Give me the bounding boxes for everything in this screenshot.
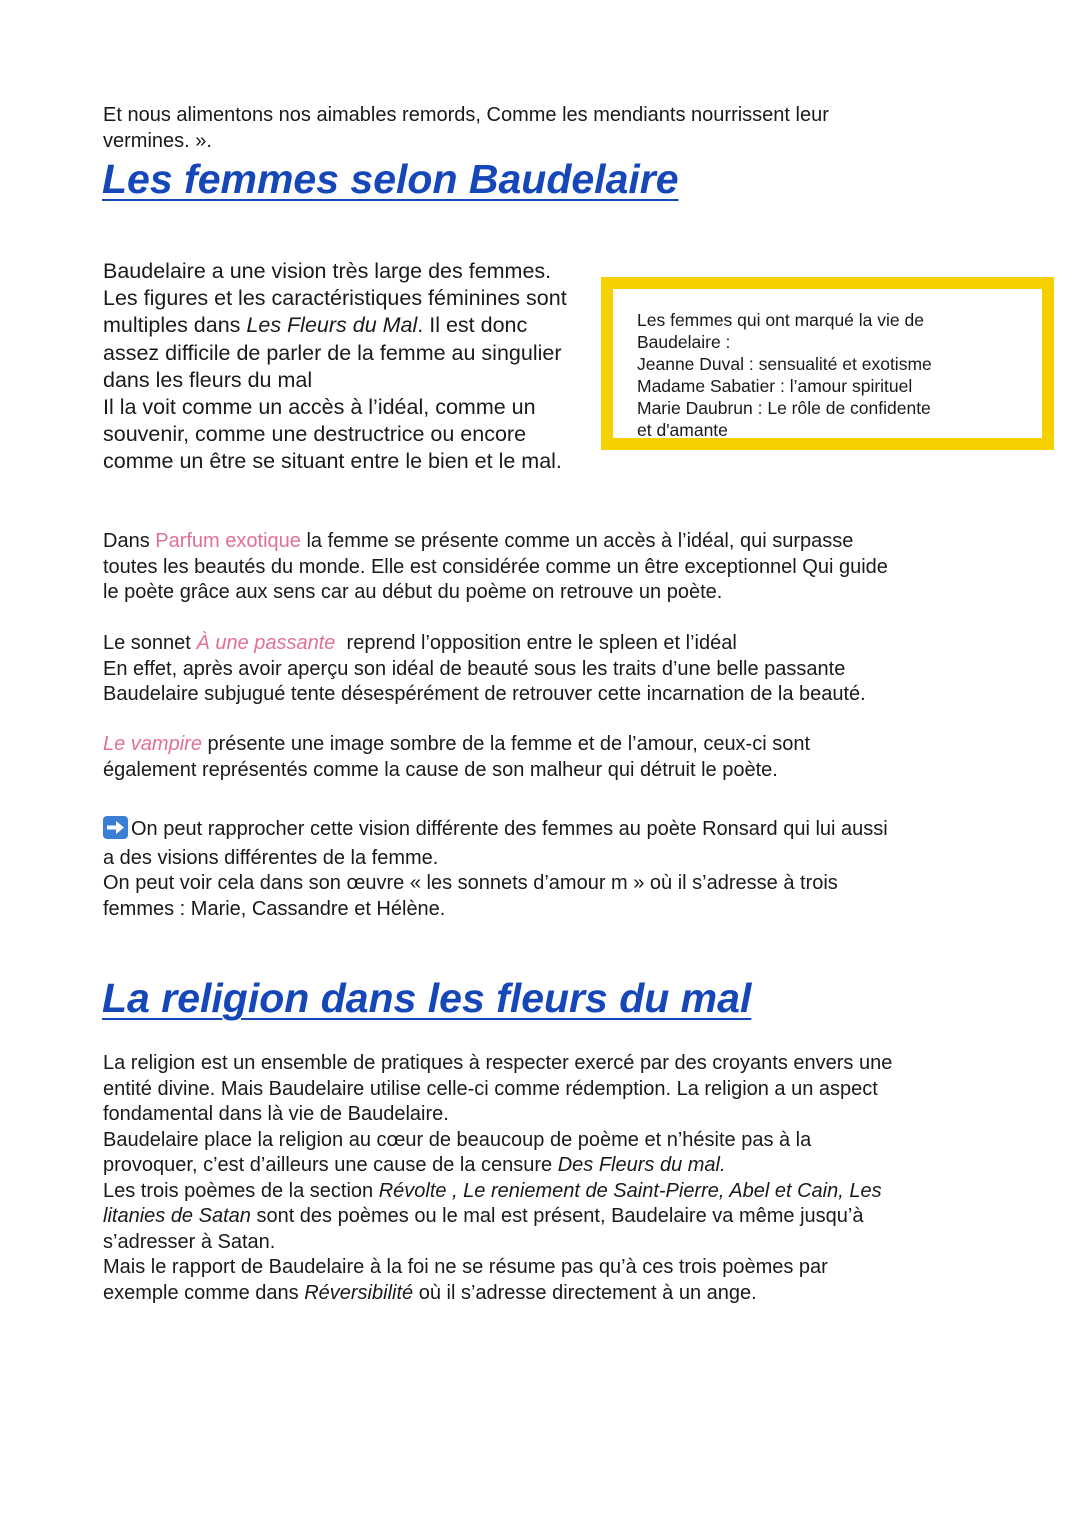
parfum-pre: Dans xyxy=(103,530,156,552)
religion-line-6-italic: Révolte , Le reniement de Saint-Pierre, Abel et Cain, Les xyxy=(378,1179,882,1202)
ronsard-line-1: On peut rapprocher cette vision différente des femmes au poète Ronsard qui lui aussi xyxy=(131,818,888,840)
religion-line-8: s’adresser à Satan. xyxy=(103,1230,276,1253)
religion-line-6: Les trois poèmes de la section xyxy=(103,1179,379,1202)
religion-line-10-italic: Réversibilité xyxy=(304,1281,414,1304)
top-line-1: Et nous alimentons nos aimables remords, Comme les mendiants nourrissent leur xyxy=(103,104,829,126)
paragraph-parfum-exotique xyxy=(103,529,888,606)
parfum-line-2: toutes les beautés du monde. Elle est considérée comme un être exceptionnel Qui guide xyxy=(103,555,888,578)
intro-text-2: . Il est donc assez difficile de parler de la femme au singulier dans les fleurs du mal xyxy=(103,313,562,392)
paragraph-a-une-passante xyxy=(103,631,866,708)
box-line-3: Jeanne Duval : sensualité et exotisme xyxy=(637,354,932,374)
passante-line-2: En effet, après avoir aperçu son idéal de beauté sous les traits d’une belle passante xyxy=(103,657,846,680)
passante-post: reprend l’opposition entre le spleen et l’idéal xyxy=(335,632,737,654)
parfum-post: la femme se présente comme un accès à l’idéal, qui surpasse xyxy=(300,530,854,552)
top-line-2: vermines. ». xyxy=(103,129,212,152)
ronsard-line-3: On peut voir cela dans son œuvre « les sonnets d’amour m » où il s’adresse à trois xyxy=(103,872,838,894)
religion-line-10-end: où il s’adresse directement à un ange. xyxy=(413,1281,757,1304)
section-title-femmes: Les femmes selon Baudelaire xyxy=(102,156,679,202)
top-paragraph xyxy=(103,103,829,154)
paragraph-le-vampire xyxy=(103,732,810,783)
intro-paragraph xyxy=(103,258,583,476)
women-info-box xyxy=(601,277,1054,450)
religion-line-7-italic: litanies de Satan xyxy=(103,1205,251,1227)
box-line-4: Madame Sabatier : l’amour spirituel xyxy=(637,376,913,396)
box-line-2: Baudelaire : xyxy=(637,332,731,352)
paragraph-religion xyxy=(103,1051,892,1306)
paragraph-ronsard xyxy=(103,816,888,922)
vampire-line-2: également représentés comme la cause de son malheur qui détruit le poète. xyxy=(103,758,778,781)
section-title-religion: La religion dans les fleurs du mal xyxy=(102,975,752,1021)
ronsard-line-4: femmes : Marie, Cassandre et Hélène. xyxy=(103,897,446,920)
vampire-post: présente une image sombre de la femme et de l’amour, ceux-ci sont xyxy=(201,733,811,755)
box-line-6: et d'amante xyxy=(637,420,728,440)
religion-line-5-italic: Des Fleurs du mal. xyxy=(557,1154,726,1176)
religion-line-4: Baudelaire place la religion au cœur de beaucoup de poème et n’hésite pas à la xyxy=(103,1128,812,1151)
religion-line-10: exemple comme dans xyxy=(103,1281,305,1304)
ronsard-line-2: a des visions différentes de la femme. xyxy=(103,846,439,869)
poem-title-le-vampire: Le vampire xyxy=(103,733,202,755)
right-arrow-icon xyxy=(103,816,128,839)
religion-line-1: La religion est un ensemble de pratiques à respecter exercé par des croyants envers une xyxy=(103,1052,893,1074)
passante-line-3: Baudelaire subjugué tente désespérément de retrouver cette incarnation de la beauté. xyxy=(103,683,866,705)
passante-pre: Le sonnet xyxy=(103,632,197,654)
poem-title-parfum-exotique: Parfum exotique xyxy=(155,530,301,552)
box-line-1: Les femmes qui ont marqué la vie de xyxy=(637,310,924,330)
women-info-text xyxy=(637,309,1037,441)
poem-title-a-une-passante: À une passante xyxy=(196,632,336,654)
intro-text-3: Il la voit comme un accès à l’idéal, comme un souvenir, comme une destructrice ou encore comme un être se situant entre le bien et le mal. xyxy=(103,395,562,474)
box-line-5: Marie Daubrun : Le rôle de confidente xyxy=(637,398,931,418)
parfum-line-3: le poète grâce aux sens car au début du poème on retrouve un poète. xyxy=(103,581,723,603)
religion-line-3: fondamental dans là vie de Baudelaire. xyxy=(103,1103,449,1125)
religion-line-2: entité divine. Mais Baudelaire utilise celle-ci comme rédemption. La religion a un aspect xyxy=(103,1077,878,1100)
intro-italic-title: Les Fleurs du Mal xyxy=(246,313,418,338)
religion-line-9: Mais le rapport de Baudelaire à la foi ne se résume pas qu’à ces trois poèmes par xyxy=(103,1256,828,1278)
religion-line-7: sont des poèmes ou le mal est présent, Baudelaire va même jusqu’à xyxy=(250,1205,864,1227)
intro-text-1: Baudelaire a une vision très large des femmes. Les figures et les caractéristiques féminines sont multiples dans xyxy=(103,259,567,338)
religion-line-5: provoquer, c’est d’ailleurs une cause de la censure xyxy=(103,1154,558,1176)
